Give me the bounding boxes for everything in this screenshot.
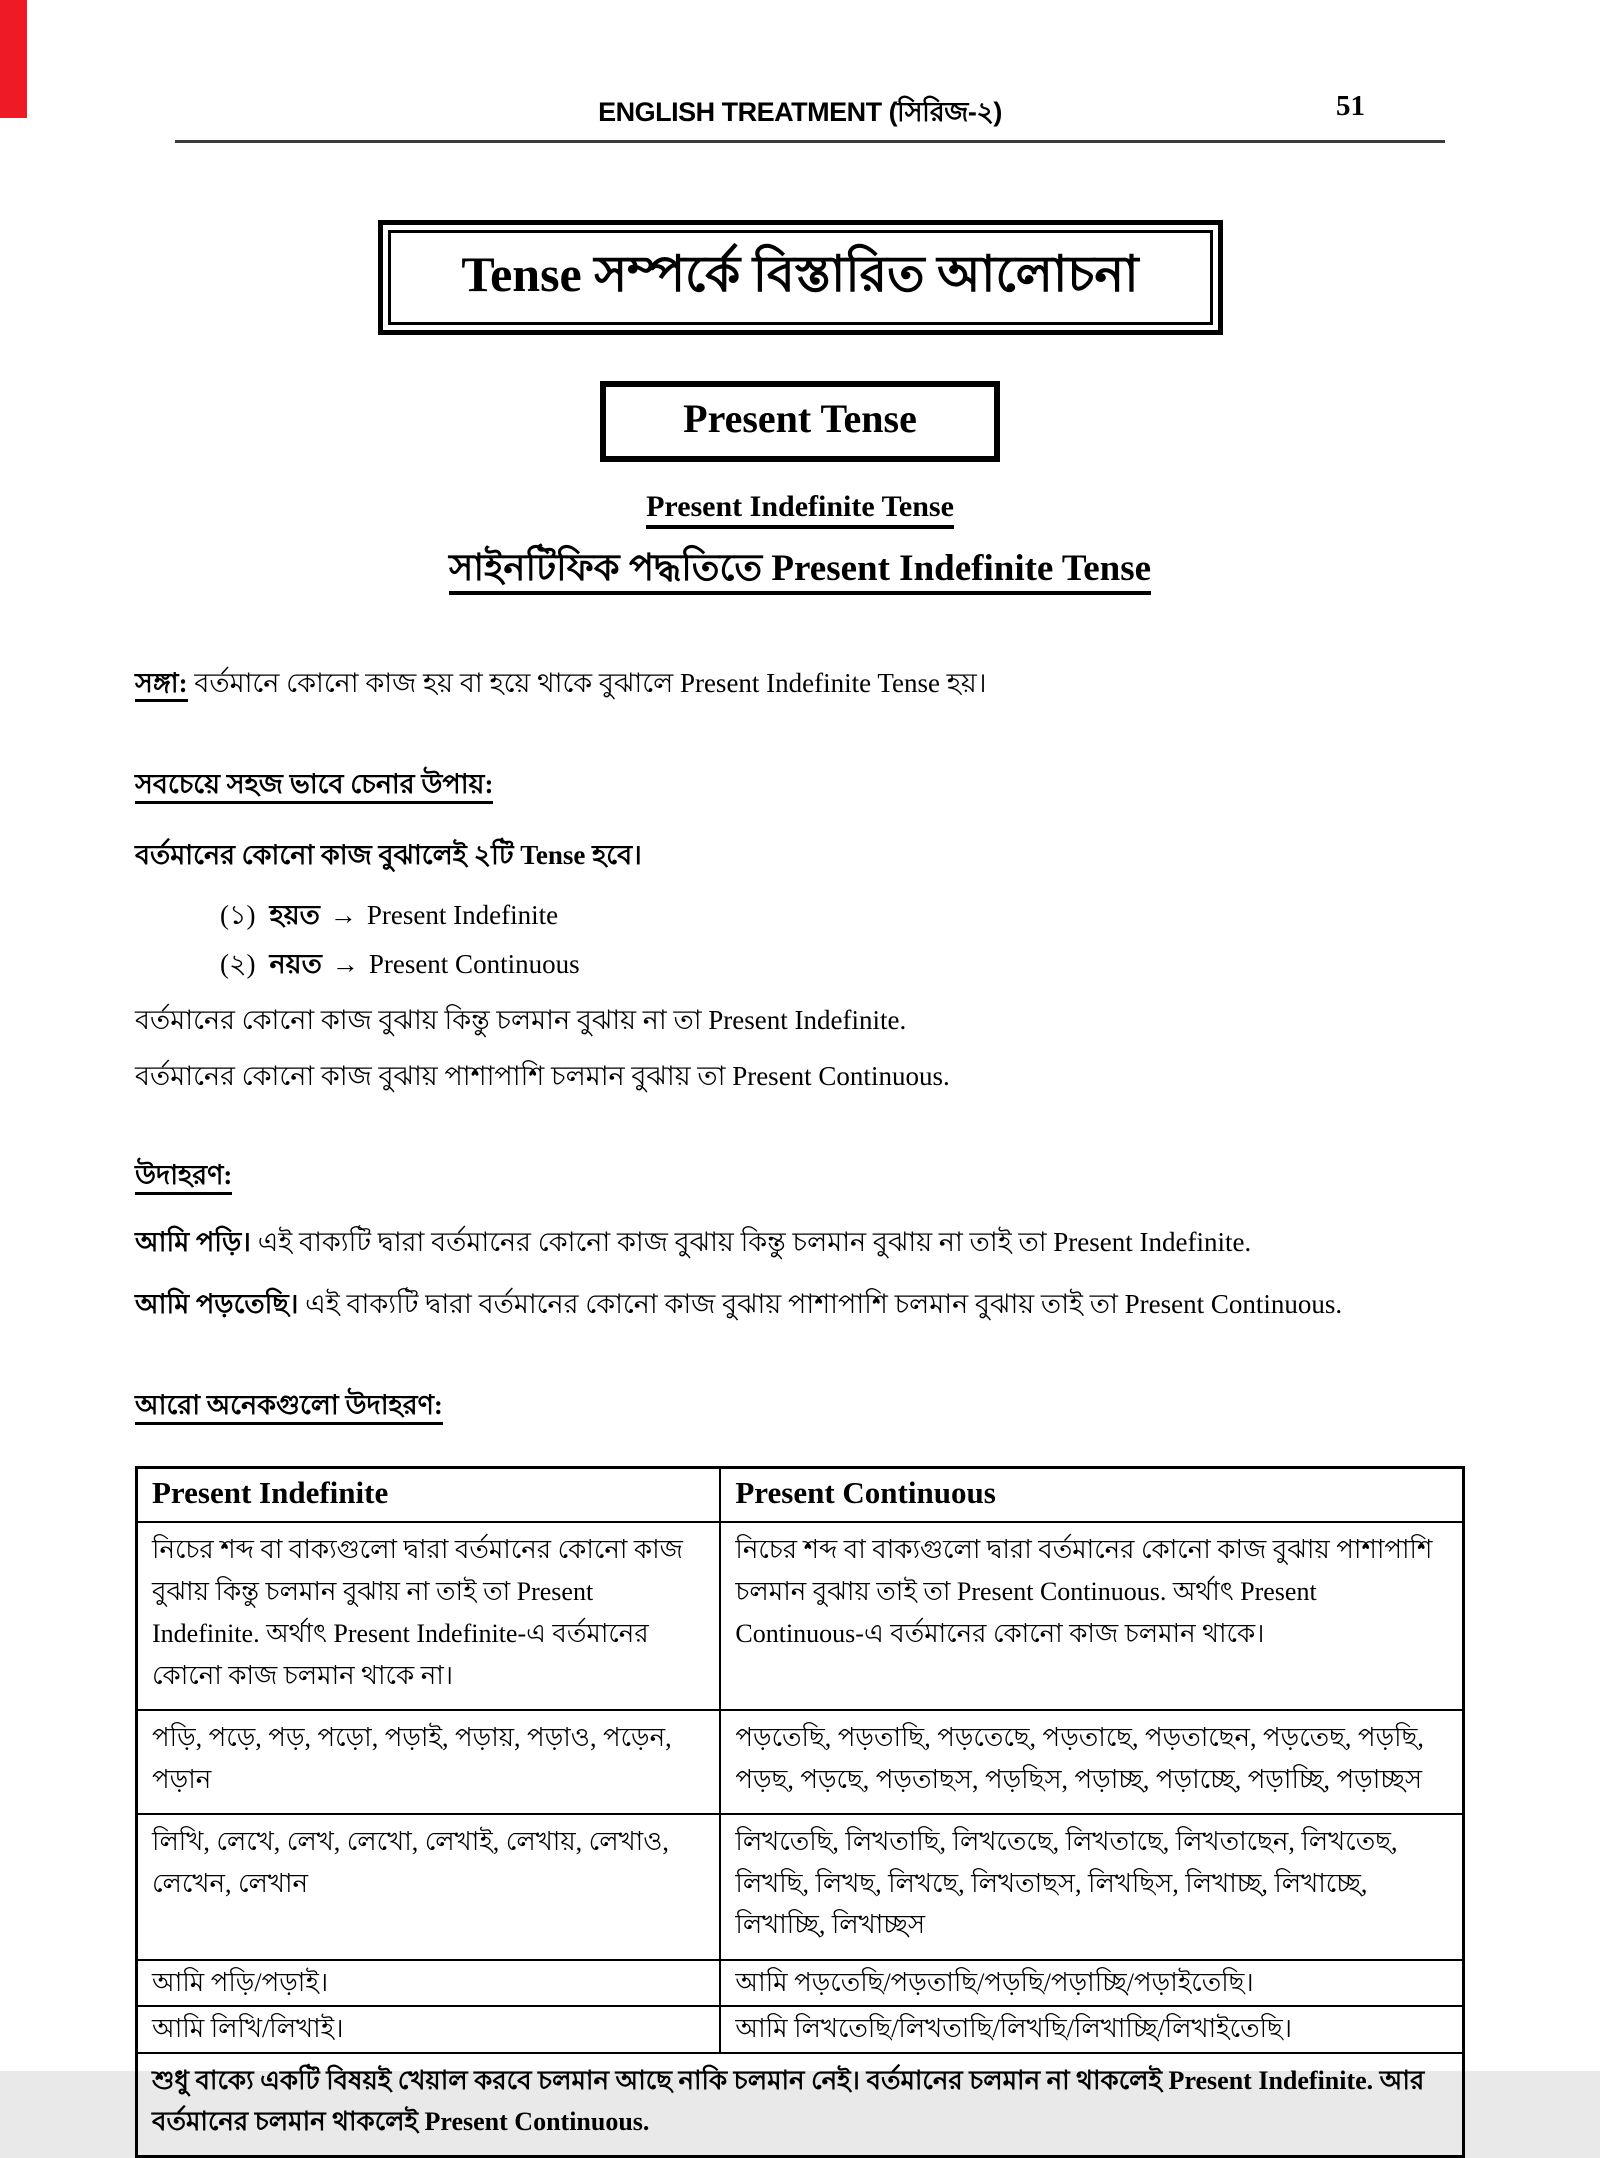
table-cell-continuous: আমি পড়তেছি/পড়তাছি/পড়ছি/পড়াচ্ছি/পড়াইতেছি। <box>720 1960 1463 2006</box>
list-number: (২) <box>220 948 256 979</box>
list-word: হয়ত <box>269 899 320 930</box>
table-row <box>137 1522 1464 1710</box>
book-title: ENGLISH TREATMENT (সিরিজ-২) <box>598 97 1002 127</box>
table-cell-indefinite: পড়ি, পড়ে, পড়, পড়ো, পড়াই, পড়ায়, পড়াও, পড়েন, পড়ান <box>137 1710 721 1814</box>
list-number: (১) <box>220 899 256 930</box>
example-rest-part: এই বাক্যটি দ্বারা বর্তমানের কোনো কাজ বুঝায় কিন্তু চলমান বুঝায় না তাই তা Present Indefinite. <box>250 1226 1252 1257</box>
note-indefinite: বর্তমানের কোনো কাজ বুঝায় কিন্তু চলমান বুঝায় না তা Present Indefinite. <box>135 1004 907 1035</box>
subtitle-bengali-wrap <box>135 538 1465 601</box>
table-row <box>137 1814 1464 1960</box>
main-title-box <box>378 220 1223 335</box>
section-title-box <box>600 381 1000 462</box>
table-row <box>137 1710 1464 1814</box>
subtitle-bengali: সাইনটিফিক পদ্ধতিতে Present Indefinite Tense <box>449 548 1151 595</box>
definition-text: বর্তমানে কোনো কাজ হয় বা হয়ে থাকে বুঝালে Present Indefinite Tense হয়। <box>187 668 987 698</box>
list-tense-name: Present Continuous <box>368 948 580 979</box>
examples-heading-wrap <box>135 1155 1465 1200</box>
list-tense-name: Present Indefinite <box>366 899 559 930</box>
example-rest-part: এই বাক্যটি দ্বারা বর্তমানের কোনো কাজ বুঝায় পাশাপাশি চলমান বুঝায় তাই তা Present Continuous. <box>298 1289 1343 1320</box>
recognition-heading: সবচেয়ে সহজ ভাবে চেনার উপায়: <box>135 769 493 804</box>
page-header <box>135 0 1465 150</box>
main-title-inner-border <box>388 230 1213 325</box>
examples-heading: উদাহরণ: <box>135 1160 232 1195</box>
note-continuous: বর্তমানের কোনো কাজ বুঝায় পাশাপাশি চলমান বুঝায় তা Present Continuous. <box>135 1061 950 1092</box>
right-arrow-icon: → <box>331 948 359 979</box>
list-item <box>135 896 1465 935</box>
list-item <box>135 945 1465 984</box>
subtitle-english-wrap <box>135 490 1465 524</box>
page-content <box>135 0 1465 2158</box>
table-row <box>137 2006 1464 2052</box>
header-rule <box>175 140 1445 143</box>
example-bold-part: আমি পড়তেছি। <box>135 1289 299 1320</box>
table-cell-indefinite: আমি পড়ি/পড়াই। <box>137 1960 721 2006</box>
right-arrow-icon: → <box>329 899 357 930</box>
example-sentence <box>135 1222 1465 1263</box>
table-cell-indefinite: আমি লিখি/লিখাই। <box>137 2006 721 2052</box>
list-word: নয়ত <box>269 948 322 979</box>
table-cell-continuous: আমি লিখতেছি/লিখতাছি/লিখছি/লিখাচ্ছি/লিখাইতেছি। <box>720 2006 1463 2052</box>
more-examples-heading-wrap <box>135 1385 1465 1430</box>
table-header-continuous: Present Continuous <box>720 1467 1463 1522</box>
recognition-heading-wrap <box>135 764 1465 809</box>
table-cell-indefinite: লিখি, লেখে, লেখ, লেখো, লেখাই, লেখায়, লেখাও, লেখেন, লেখান <box>137 1814 721 1960</box>
recognition-list <box>135 896 1465 984</box>
red-spine-mark <box>0 0 27 118</box>
table-footer-note: শুধু বাক্যে একটি বিষয়ই খেয়াল করবে চলমান আছে নাকি চলমান নেই। বর্তমানের চলমান না থাকলেই Present Indefinite. আর বর্তমানের চলমান থাকলেই Present Continuous. <box>137 2053 1464 2157</box>
recognition-intro: বর্তমানের কোনো কাজ বুঝালেই ২টি Tense হবে। <box>135 839 642 870</box>
example-sentence <box>135 1284 1465 1325</box>
subtitle-english: Present Indefinite Tense <box>646 490 954 529</box>
example-bold-part: আমি পড়ি। <box>135 1226 251 1257</box>
section-title: Present Tense <box>683 396 917 441</box>
table-cell-continuous: লিখতেছি, লিখতাছি, লিখতেছে, লিখতাছে, লিখতাছেন, লিখতেছ, লিখছি, লিখছ, লিখছে, লিখতাছস, লিখছিস, লিখাচ্ছ, লিখাচ্ছে, লিখাচ্ছি, লিখাচ্ছস <box>720 1814 1463 1960</box>
table-cell-continuous: নিচের শব্দ বা বাক্যগুলো দ্বারা বর্তমানের কোনো কাজ বুঝায় পাশাপাশি চলমান বুঝায় তাই তা Present Continuous. অর্থাৎ Present Continuous-এ বর্তমানের কোনো কাজ চলমান থাকে। <box>720 1522 1463 1710</box>
table-cell-indefinite: নিচের শব্দ বা বাক্যগুলো দ্বারা বর্তমানের কোনো কাজ বুঝায় কিন্তু চলমান বুঝায় না তাই তা Present Indefinite. অর্থাৎ Present Indefinite-এ বর্তমানের কোনো কাজ চলমান থাকে না। <box>137 1522 721 1710</box>
definition-paragraph <box>135 663 1465 704</box>
table-header-indefinite: Present Indefinite <box>137 1467 721 1522</box>
table-cell-continuous: পড়তেছি, পড়তাছি, পড়তেছে, পড়তাছে, পড়তাছেন, পড়তেছ, পড়ছি, পড়ছ, পড়ছে, পড়তাছস, পড়ছিস, পড়াচ্ছ, পড়াচ্ছে, পড়াচ্ছি, পড়াচ্ছস <box>720 1710 1463 1814</box>
definition-label: সঙ্গা: <box>135 668 188 702</box>
more-examples-heading: আরো অনেকগুলো উদাহরণ: <box>135 1390 443 1425</box>
table-footer-row <box>137 2053 1464 2157</box>
main-title: Tense সম্পর্কে বিস্তারিত আলোচনা <box>461 246 1139 302</box>
table-header-row <box>137 1467 1464 1522</box>
examples-table <box>135 1466 1465 2158</box>
table-row <box>137 1960 1464 2006</box>
page-number: 51 <box>1336 90 1365 122</box>
